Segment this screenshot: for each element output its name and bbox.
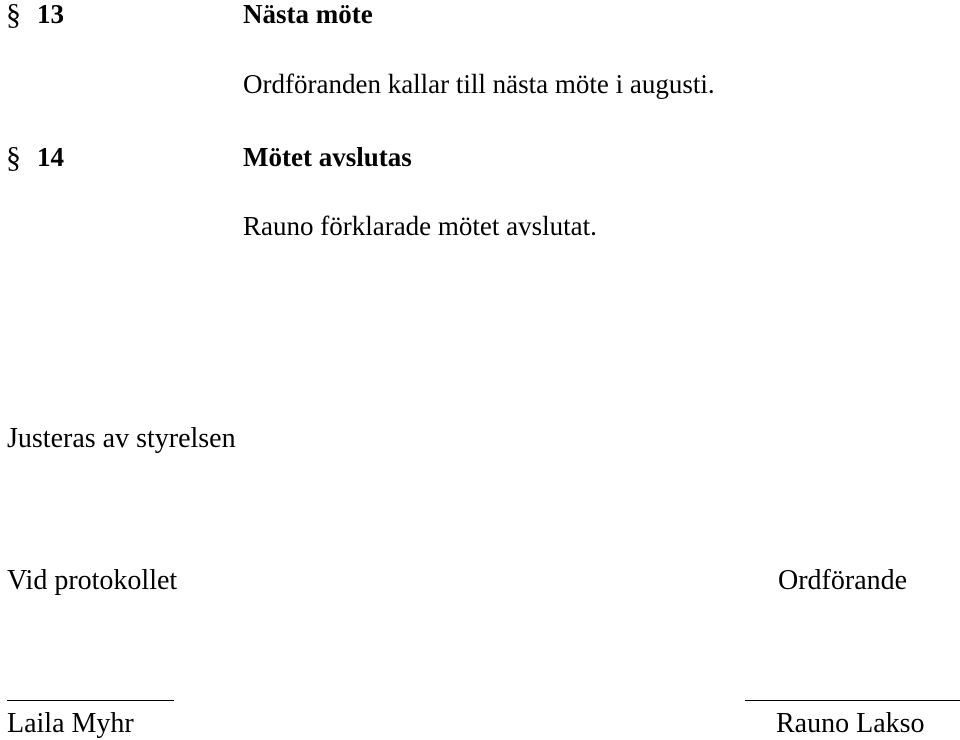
signature-name-left: Laila Myhr bbox=[7, 708, 134, 739]
approval-text: Justeras av styrelsen bbox=[7, 423, 236, 454]
signature-role-left: Vid protokollet bbox=[7, 565, 178, 596]
signature-line-right bbox=[745, 700, 960, 701]
signature-role-right: Ordförande bbox=[778, 565, 908, 596]
section-title: Nästa möte bbox=[243, 0, 373, 29]
signature-name-right: Rauno Lakso bbox=[776, 708, 925, 739]
section-title: Mötet avslutas bbox=[243, 142, 412, 172]
signature-line-left bbox=[7, 700, 174, 701]
section-body: Rauno förklarade mötet avslutat. bbox=[243, 211, 597, 241]
section-number: 13 bbox=[37, 0, 64, 29]
section-number: 14 bbox=[37, 142, 64, 172]
section-symbol: § bbox=[6, 141, 21, 174]
section-symbol: § bbox=[6, 0, 21, 31]
section-body: Ordföranden kallar till nästa möte i augusti. bbox=[243, 69, 715, 99]
